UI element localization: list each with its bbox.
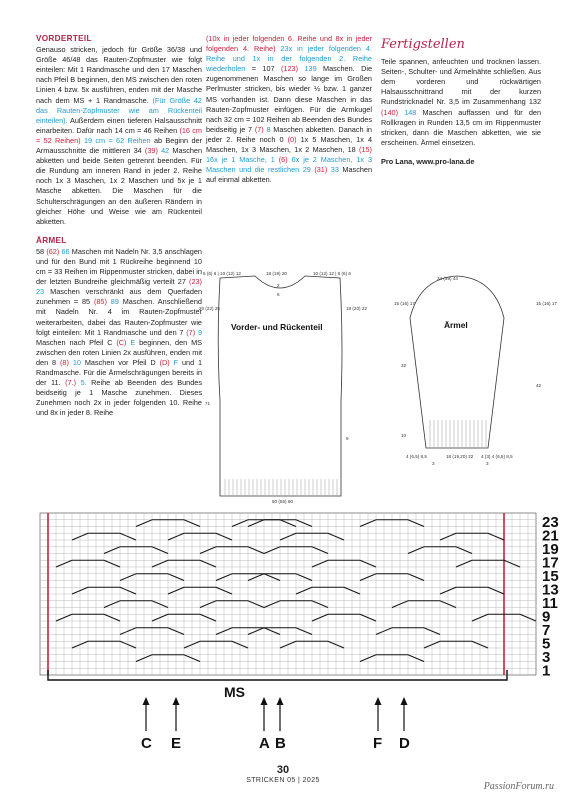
row-number: 11 <box>542 595 558 613</box>
arrow-head-icon <box>401 697 408 705</box>
row-number: 5 <box>542 635 551 653</box>
ae-left-b: 32 <box>401 363 407 368</box>
vr-bottom: 50 (55) 60 <box>272 499 293 504</box>
row-number: 1 <box>542 662 551 680</box>
vr-left-lower: 71 <box>205 401 211 406</box>
row-number: 3 <box>542 649 551 667</box>
fertigstellen-paragraph: Teile spannen, anfeuchten und trocknen lassen. Seiten-, Schulter- und Ärmelnähte schließen. Aus dem vorderen und rückwärtigen Halsausschnittrand mit der kurzen Rundstricknadel Nr. 3,5 im Zusammenhang 132 (140) 148 Maschen auffassen und für den Rollkragen in Runden 13,5 cm im Rippenmuster stricken, dann die Maschen abketten, wie sie erscheinen. Ärmel einsetzen. <box>381 57 542 147</box>
ae-bottom-right: 4 (3) 4 (6,5) 8,5 <box>481 454 513 459</box>
vr-left-upper: 20 (22) 25 <box>199 306 220 311</box>
vr-top-mid: 18 (19) 20 <box>266 271 287 276</box>
schema-aermel <box>380 270 555 470</box>
row-number: 19 <box>542 541 559 559</box>
row-number: 21 <box>542 527 559 545</box>
vr-neck-b: 6 <box>277 292 280 297</box>
row-number: 15 <box>542 568 559 586</box>
row-number: 9 <box>542 608 551 626</box>
arrow-head-icon <box>173 697 180 705</box>
chart-arrows <box>141 697 410 752</box>
heading-aermel: ÄRMEL <box>36 235 67 245</box>
aermel-paragraph-part1: 58 (62) 66 Maschen mit Nadeln Nr. 3,5 anschlagen und für den Bund mit 1 Rückreihe beginnend 10 cm = 33 Reihen im Rippenmuster stricken, dabei in der letzten Bundreihe gleichmäßig verteilt 27 (23) 23 Maschen verschränkt aus dem Querfaden zunehmen = 85 (85) 89 Maschen. Anschließend mit Nadeln Nr. 4 im Rauten-Zopfmuster weiterarbeiten, dabei das Rauten-Zopfmuster wie folgt einteilen: Mit 1 Randmasche und den 7 (7) 9 Maschen nach Pfeil C (C) E beginnen, den MS zwischen den roten Linien 2x ausführen, enden mit den 8 (8) 10 Maschen vor Pfeil D (D) F und 1 Randmasche. Für die Ärmelschrägungen bereits in der 11. (7.) 5. Reihe ab Beenden des Bundes beidseitig je 1 Masche zunehmen. Dieses Zunehmen noch 2x in jeder folgenden 10. Reihe und 8x in jeder 8. Reihe <box>36 246 203 418</box>
ae-left-c: 10 <box>401 433 407 438</box>
ae-small-3a: 3 <box>432 461 435 466</box>
magazine-name: STRICKEN 05 | 2025 <box>246 777 320 784</box>
vr-right-upper: 19 (20) 22 <box>346 306 367 311</box>
knitting-chart <box>28 505 559 755</box>
ae-bottom-left: 4 (6,5) 8,5 <box>406 454 427 459</box>
arrow-label: F <box>373 735 383 752</box>
credit-line: Pro Lana, www.pro-lana.de <box>381 156 475 166</box>
watermark: PassionForum.ru <box>483 781 554 792</box>
row-number: 17 <box>542 554 559 572</box>
arrow-label: D <box>399 735 410 752</box>
arrow-label: A <box>259 735 270 752</box>
arrow-head-icon <box>261 697 268 705</box>
row-number: 13 <box>542 581 559 599</box>
vr-right-lower: 9 <box>346 436 349 441</box>
arrow-head-icon <box>143 697 150 705</box>
text-column-1 <box>36 34 202 418</box>
arrow-head-icon <box>375 697 382 705</box>
arrow-label: C <box>141 735 152 752</box>
text-column-2 <box>206 34 372 185</box>
vr-top-left: 6 (6) 6 | 10 (12) 12 <box>203 271 241 276</box>
ae-left-a: 15 (16) 17 <box>394 301 415 306</box>
text-column-3 <box>381 34 541 167</box>
arrow-head-icon <box>277 697 284 705</box>
ms-label: MS <box>224 684 245 700</box>
ae-right-b: 42 <box>536 383 542 388</box>
ae-label: Ärmel <box>444 320 468 330</box>
ae-small-3b: 3 <box>486 461 489 466</box>
heading-vorderteil: VORDERTEIL <box>36 34 92 43</box>
vr-top-right: 10 (12) 12 | 6 (6) 6 <box>313 271 351 276</box>
row-number: 7 <box>542 622 551 640</box>
chart-grid <box>40 513 536 675</box>
vr-neck-a: 2 <box>277 283 280 288</box>
arrow-label: E <box>171 735 182 752</box>
page-number: 30 <box>276 764 290 776</box>
ae-top: 34 (39) 44 <box>437 276 458 281</box>
heading-fertigstellen: Fertigstellen <box>381 37 465 52</box>
chart-row-numbers <box>542 514 559 680</box>
aermel-paragraph-part2: (10x in jeder folgenden 6. Reihe und 8x in jeder folgenden 4. Reihe) 23x in jeder folgenden 4. Reihe und 1x in der folgenden 2. Reihe wiederholen = 107 (123) 139 Maschen. Die zugenommenen Maschen so lange im Großen Perlmuster stricken, bis wieder ½ bzw. 1 ganzer MS vorhanden ist. Dann diese Maschen in das Rauten-Zopfmuster einfügen. Für die Armkugel nach 32 cm = 102 Reihen ab Beenden des Bundes beidseitig je 7 (7) 8 Maschen abketten. Danach in jeder 2. Reihe noch 0 (0) 1x 5 Maschen, 1x 4 Maschen, 1x 3 Maschen, 1x 2 Maschen, 18 (15) 16x je 1 Masche, 1 (6) 6x je 2 Maschen, 1x 3 Maschen und die restlichen 29 (31) 33 Maschen auf einmal abketten. <box>206 34 373 185</box>
arrow-label: B <box>275 735 286 752</box>
row-number: 23 <box>542 514 559 532</box>
ae-right-a: 15 (16) 17 <box>536 301 557 306</box>
vr-label: Vorder- und Rückenteil <box>231 322 323 332</box>
vorderteil-paragraph: Genauso stricken, jedoch für Größe 36/38 und Größe 46/48 das Rauten-Zopfmuster wie folgt einteilen: Mit 1 Randmasche und den 17 Maschen nach Pfeil B beginnen, den MS zwischen den roten Linien 4 bzw. 5x ausführen, enden mit der Masche nach dem MS + 1 Randmasche. (Für Größe 42 das Rauten-Zopfmuster wie am Rückenteil einteilen). Außerdem einen tieferen Halsausschnitt einarbeiten. Dafür nach 14 cm = 46 Reihen (16 cm = 52 Reihen) 19 cm = 62 Reihen ab Beginn der Armausschnitte die mittleren 34 (39) 42 Maschen abketten und beide Seiten getrennt beenden. Für die Rundung am inneren Rand in jeder 2. Reihe noch 1x 3 Maschen, 1x 2 Maschen und 5x je 1 Masche abketten. Die Maschen für die Schulterschrägungen an den äußeren Rändern in gleicher Höhe und Weise wie am Rückenteil abketten. <box>36 45 203 226</box>
schema-vorder-rueckenteil <box>195 270 365 505</box>
ae-bottom-mid: 18 (19,20) 22 <box>446 454 474 459</box>
